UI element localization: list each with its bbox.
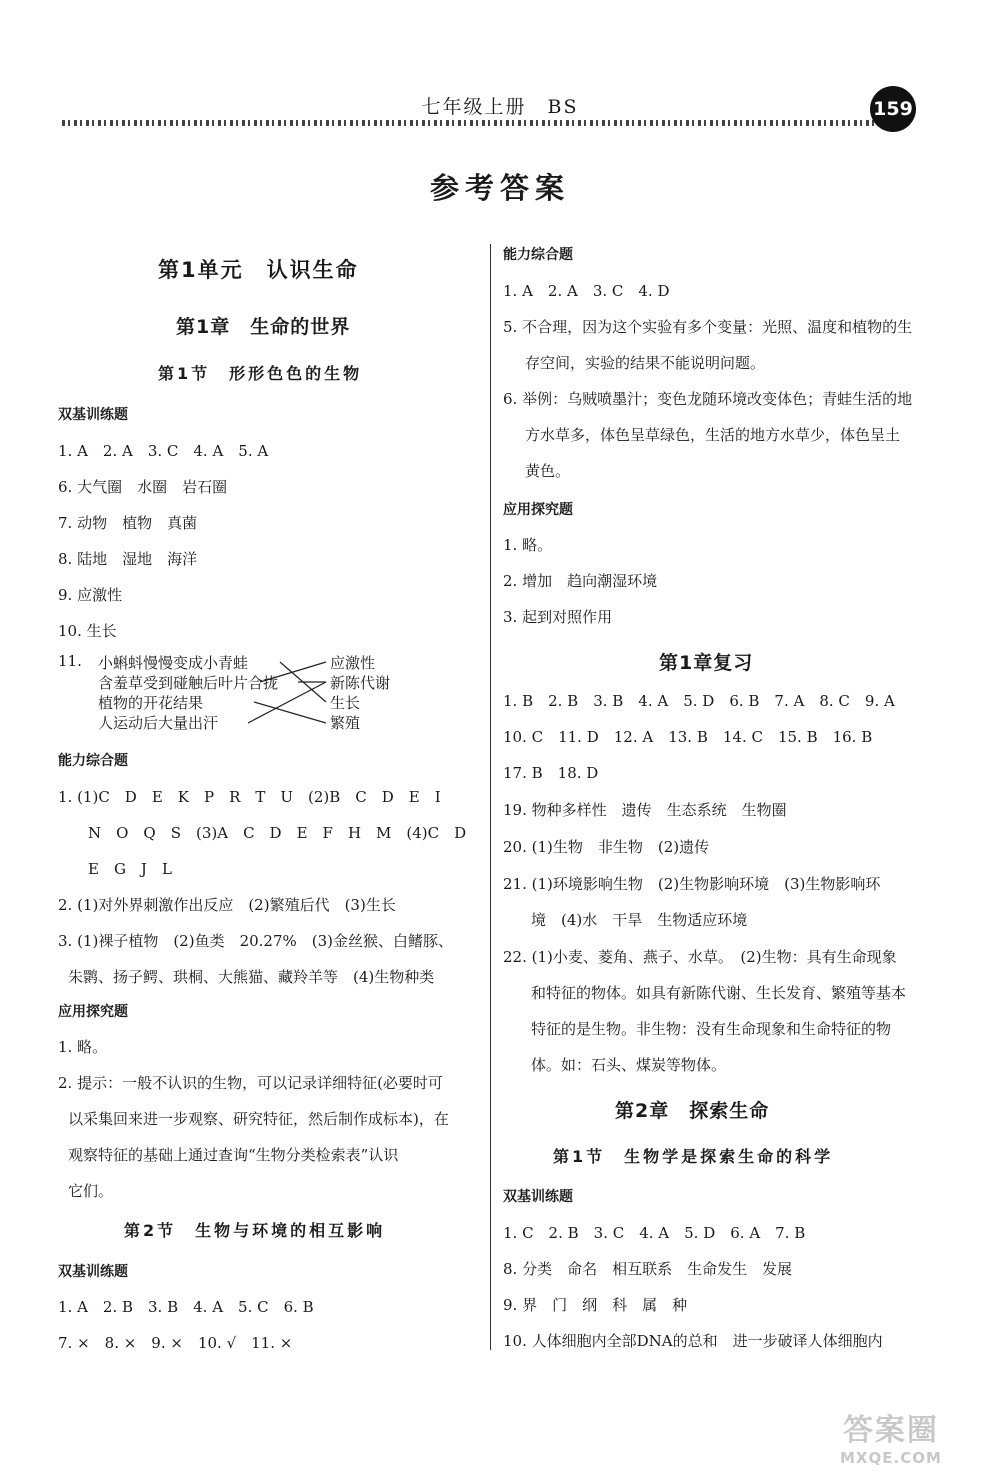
answer-line: 17. B 18. D — [503, 764, 599, 782]
watermark-text: 答案圈 — [842, 1413, 939, 1448]
answer-line: 黄色。 — [525, 462, 571, 480]
answer-line: 以采集回来进一步观察、研究特征，然后制作成标本)，在 — [68, 1110, 449, 1128]
match-right-item: 繁殖 — [330, 714, 361, 732]
subsection-heading: 应用探究题 — [503, 502, 573, 518]
answer-line: 9. 应激性 — [58, 586, 123, 604]
answer-line: E G J L — [88, 860, 172, 878]
subsection-heading: 能力综合题 — [503, 247, 573, 263]
answer-line: 19. 物种多样性 遗传 生态系统 生物圈 — [503, 801, 787, 819]
answer-line: 3. 起到对照作用 — [503, 608, 613, 626]
section-heading: 第1节 形形色色的生物 — [158, 364, 363, 383]
answer-line: 10. C 11. D 12. A 13. B 14. C 15. B 16. B — [503, 728, 873, 746]
section-heading: 第2节 生物与环境的相互影响 — [124, 1221, 386, 1240]
chapter-heading: 第1章 生命的世界 — [176, 316, 351, 338]
match-right-item: 生长 — [330, 694, 361, 712]
answer-line: 7. 动物 植物 真菌 — [58, 514, 198, 532]
question-number: 11. — [58, 652, 82, 670]
answer-line: 8. 陆地 湿地 海洋 — [58, 550, 198, 568]
section-heading: 第1节 生物学是探索生命的科学 — [553, 1147, 834, 1166]
unit-heading: 第1单元 认识生命 — [158, 258, 359, 282]
answer-line: 它们。 — [68, 1182, 114, 1200]
page-number-badge: 159 — [870, 86, 916, 132]
matching-question — [58, 652, 478, 752]
answer-line: 6. 举例：乌贼喷墨汁；变色龙随环境改变体色；青蛙生活的地 — [503, 390, 913, 408]
subsection-heading: 能力综合题 — [58, 753, 128, 769]
answer-line: 1. A 2. A 3. C 4. D — [503, 282, 670, 300]
match-left-item: 含羞草受到碰触后叶片合拢 — [98, 674, 279, 692]
answer-line: 3. (1)裸子植物 (2)鱼类 20.27% (3)金丝猴、白鳍豚、 — [58, 932, 454, 950]
subsection-heading: 双基训练题 — [58, 407, 128, 423]
answer-line: 方水草多，体色呈草绿色，生活的地方水草少，体色呈土 — [525, 426, 901, 444]
watermark-logo — [840, 1405, 942, 1467]
answer-line: 20. (1)生物 非生物 (2)遗传 — [503, 838, 710, 856]
answer-line: 7. × 8. × 9. × 10. √ 11. × — [58, 1334, 293, 1352]
answer-line: 1. 略。 — [58, 1038, 108, 1056]
match-left-item: 小蝌蚪慢慢变成小青蛙 — [98, 654, 249, 672]
answer-line: 存空间，实验的结果不能说明问题。 — [525, 354, 766, 372]
answer-line: 1. (1)C D E K P R T U (2)B C D E I — [58, 788, 441, 806]
subsection-heading: 应用探究题 — [58, 1004, 128, 1020]
match-left-item: 植物的开花结果 — [98, 694, 204, 712]
subsection-heading: 双基训练题 — [58, 1264, 128, 1280]
answer-line: 1. C 2. B 3. C 4. A 5. D 6. A 7. B — [503, 1224, 806, 1242]
answer-line: 观察特征的基础上通过查询“生物分类检索表”认识 — [68, 1146, 399, 1164]
answer-line: 朱鹮、扬子鳄、珙桐、大熊猫、藏羚羊等 (4)生物种类 — [68, 968, 435, 986]
answer-line: 2. 增加 趋向潮湿环境 — [503, 572, 658, 590]
answer-line: 8. 分类 命名 相互联系 生命发生 发展 — [503, 1260, 793, 1278]
answer-line: 22. (1)小麦、菱角、燕子、水草。 (2)生物：具有生命现象 — [503, 948, 897, 966]
answer-line: 1. A 2. A 3. C 4. A 5. A — [58, 442, 269, 460]
answer-line: 5. 不合理，因为这个实验有多个变量：光照、温度和植物的生 — [503, 318, 913, 336]
matching-lines — [58, 652, 478, 742]
answer-line: 和特征的物体。如具有新陈代谢、生长发育、繁殖等基本 — [531, 984, 907, 1002]
answer-line: 境 (4)水 干旱 生物适应环境 — [531, 911, 748, 929]
answer-line: 2. (1)对外界刺激作出反应 (2)繁殖后代 (3)生长 — [58, 896, 396, 914]
answer-line: 10. 生长 — [58, 622, 117, 640]
subsection-heading: 双基训练题 — [503, 1189, 573, 1205]
column-divider — [490, 244, 491, 1350]
header-rule — [62, 120, 880, 126]
answer-line: 体。如：石头、煤炭等物体。 — [531, 1056, 727, 1074]
answer-line: 1. 略。 — [503, 536, 553, 554]
answer-line: 2. 提示：一般不认识的生物，可以记录详细特征(必要时可 — [58, 1074, 443, 1092]
answer-line: 特征的是生物。非生物：没有生命现象和生命特征的物 — [531, 1020, 892, 1038]
page-title: 参考答案 — [429, 171, 570, 205]
watermark-url: MXQE.COM — [840, 1449, 942, 1467]
header-grade: 七年级上册 BS — [421, 96, 579, 118]
match-left-item: 人运动后大量出汗 — [98, 714, 219, 732]
answer-line: 21. (1)环境影响生物 (2)生物影响环境 (3)生物影响环 — [503, 875, 881, 893]
match-right-item: 应激性 — [330, 654, 376, 672]
answer-line: N O Q S (3)A C D E F H M (4)C D — [88, 824, 467, 842]
answer-line: 10. 人体细胞内全部DNA的总和 进一步破译人体细胞内 — [503, 1332, 883, 1350]
answer-line: 9. 界 门 纲 科 属 种 — [503, 1296, 688, 1314]
chapter-review-heading: 第1章复习 — [659, 652, 754, 674]
answer-line: 1. B 2. B 3. B 4. A 5. D 6. B 7. A 8. C 9. A — [503, 692, 895, 710]
answer-line: 6. 大气圈 水圈 岩石圈 — [58, 478, 228, 496]
match-right-item: 新陈代谢 — [330, 674, 391, 692]
chapter-heading: 第2章 探索生命 — [615, 1100, 770, 1122]
answer-line: 1. A 2. B 3. B 4. A 5. C 6. B — [58, 1298, 314, 1316]
